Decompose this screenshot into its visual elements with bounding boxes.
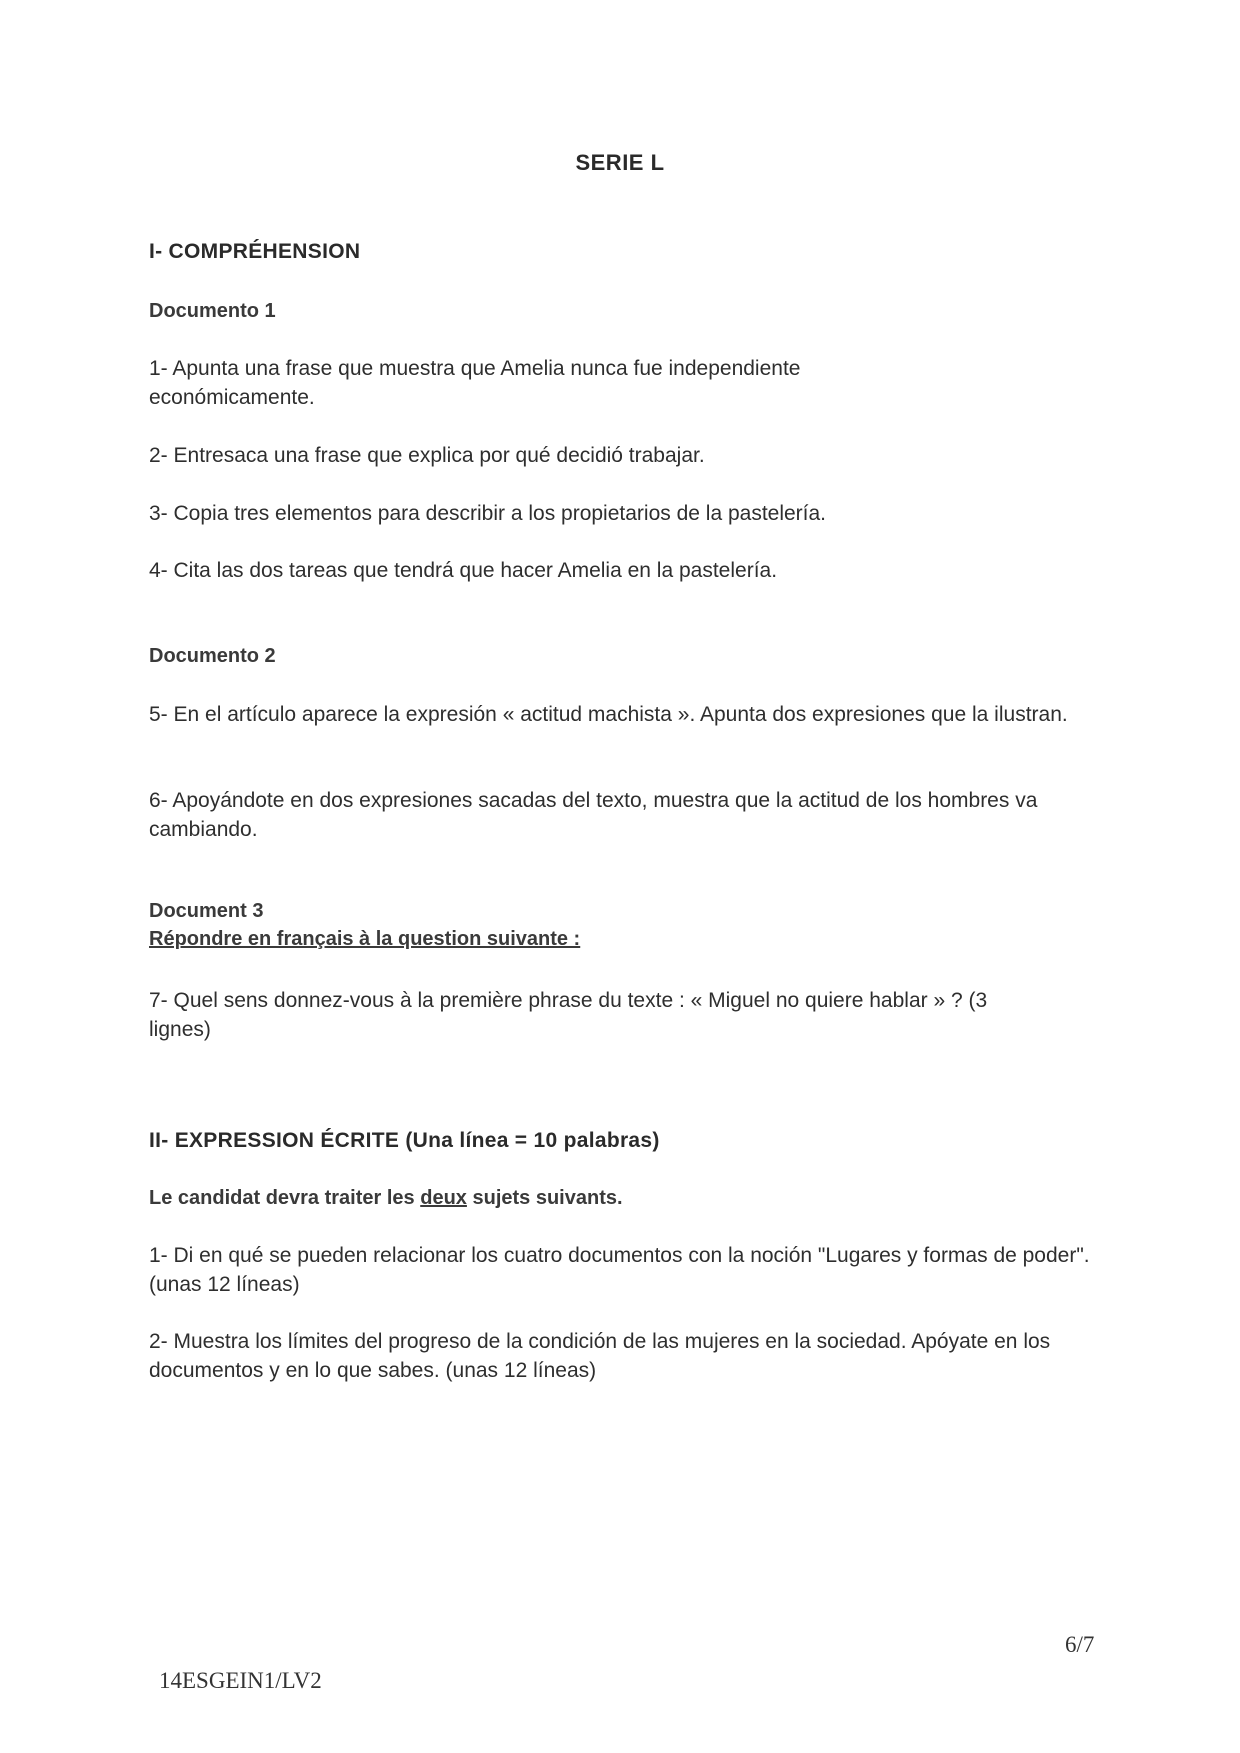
section-comprehension-heading: I- COMPRÉHENSION bbox=[149, 240, 361, 263]
instruction-text-start: Le candidat devra traiter les bbox=[149, 1187, 421, 1209]
instruction-text-end: sujets suivants. bbox=[466, 1187, 623, 1209]
question-6: 6- Apoyándote en dos expresiones sacadas del texto, muestra que la actitud de los hombres va cambiando. bbox=[149, 789, 1038, 841]
essay-question-2: 2- Muestra los límites del progreso de la condición de las mujeres en la sociedad. Apóyate en los documentos y en lo que sabes. (unas 12 líneas) bbox=[149, 1330, 1051, 1382]
essay-question-1: 1- Di en qué se pueden relacionar los cuatro documentos con la noción "Lugares y formas de poder". (unas 12 líneas) bbox=[149, 1244, 1090, 1296]
question-7: 7- Quel sens donnez-vous à la première phrase du texte : « Miguel no quiere hablar » ? (3 lignes) bbox=[149, 989, 988, 1041]
exam-code: 14ESGEIN1/LV2 bbox=[159, 1668, 322, 1693]
question-5: 5- En el artículo aparece la expresión « actitud machista ». Apunta dos expresiones que la ilustran. bbox=[149, 703, 1068, 726]
page-title: SERIE L bbox=[575, 150, 665, 175]
question-1: 1- Apunta una frase que muestra que Amelia nunca fue independiente económicamente. bbox=[149, 357, 801, 409]
question-3: 3- Copia tres elementos para describir a los propietarios de la pastelería. bbox=[149, 502, 827, 525]
question-4: 4- Cita las dos tareas que tendrá que hacer Amelia en la pastelería. bbox=[149, 559, 778, 582]
instruction-emphasis: deux bbox=[420, 1187, 467, 1209]
question-2: 2- Entresaca una frase que explica por qué decidió trabajar. bbox=[149, 444, 705, 467]
document-3-instruction: Répondre en français à la question suivante : bbox=[149, 928, 581, 950]
document-3-heading: Document 3 bbox=[149, 900, 264, 922]
expression-instruction bbox=[149, 1187, 623, 1210]
document-1-heading: Documento 1 bbox=[149, 300, 276, 322]
document-2-heading: Documento 2 bbox=[149, 645, 276, 667]
page-number: 6/7 bbox=[1065, 1632, 1095, 1657]
section-expression-heading: II- EXPRESSION ÉCRITE (Una línea = 10 palabras) bbox=[149, 1129, 660, 1152]
